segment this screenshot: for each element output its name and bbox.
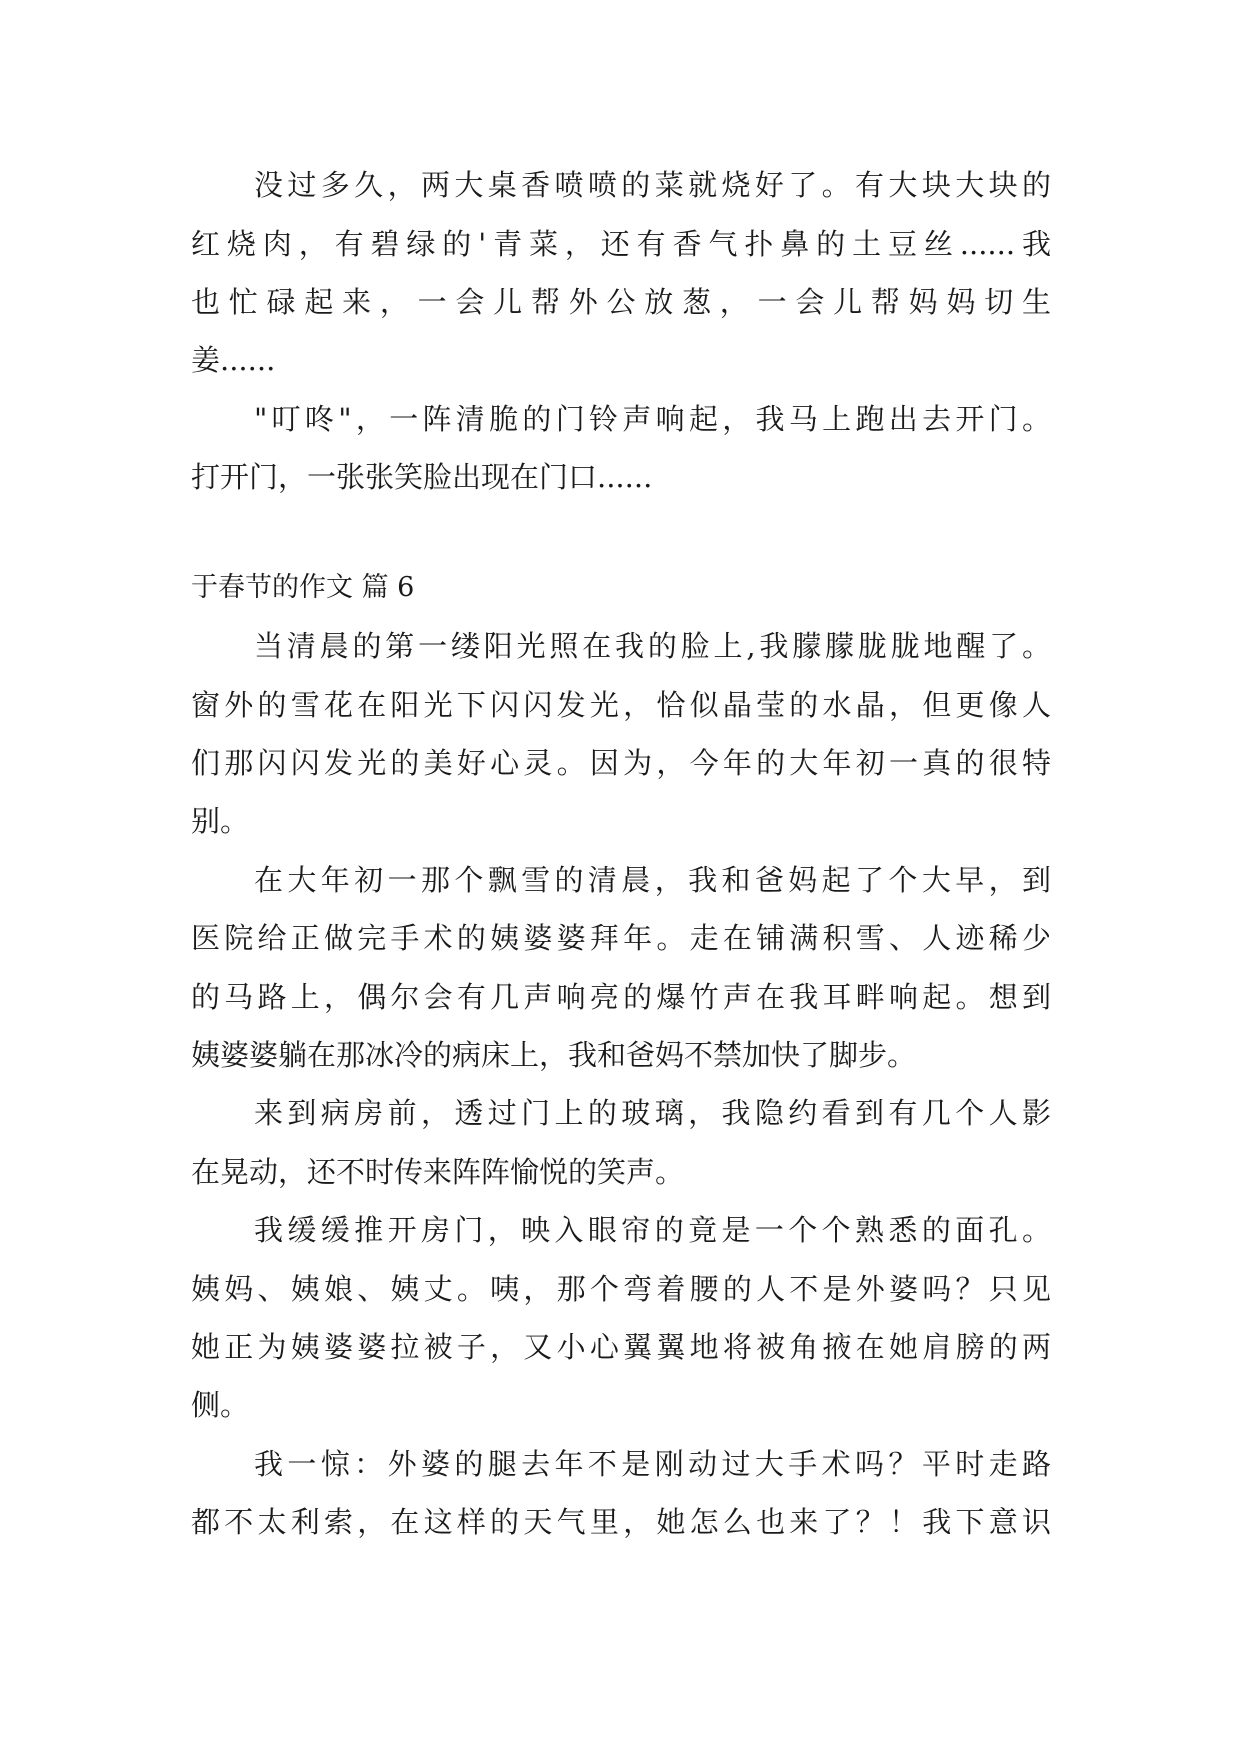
paragraph-line: 窗外的雪花在阳光下闪闪发光，恰似晶莹的水晶，但更像人	[191, 688, 1051, 722]
paragraph-line: 姜......	[191, 343, 276, 377]
paragraph-line: 姨妈、姨娘、姨丈。咦，那个弯着腰的人不是外婆吗？只见	[191, 1272, 1051, 1306]
paragraph-line: 侧。	[191, 1388, 250, 1422]
paragraph-line: 我一惊：外婆的腿去年不是刚动过大手术吗？平时走路	[254, 1447, 1051, 1481]
paragraph-line: 的马路上，偶尔会有几声响亮的爆竹声在我耳畔响起。想到	[191, 980, 1051, 1014]
paragraph-line: 医院给正做完手术的姨婆婆拜年。走在铺满积雪、人迹稀少	[191, 921, 1051, 955]
paragraph-line: 来到病房前，透过门上的玻璃，我隐约看到有几个人影	[254, 1096, 1051, 1130]
paragraph-line: 她正为姨婆婆拉被子，又小心翼翼地将被角掖在她肩膀的两	[191, 1330, 1051, 1364]
paragraph-line: 在大年初一那个飘雪的清晨，我和爸妈起了个大早，到	[254, 863, 1051, 897]
paragraph-line: 红烧肉，有碧绿的'青菜，还有香气扑鼻的土豆丝......我	[191, 227, 1051, 261]
paragraph-line: 别。	[191, 804, 250, 838]
paragraph-line: 姨婆婆躺在那冰冷的病床上，我和爸妈不禁加快了脚步。	[191, 1038, 917, 1072]
section-heading: 于春节的作文 篇 6	[191, 572, 415, 603]
paragraph-line: 打开门，一张张笑脸出现在门口......	[191, 460, 653, 494]
paragraph-line: 没过多久，两大桌香喷喷的菜就烧好了。有大块大块的	[254, 168, 1051, 202]
paragraph-line: "叮咚"，一阵清脆的门铃声响起，我马上跑出去开门。	[254, 402, 1051, 436]
paragraph-line: 都不太利索，在这样的天气里，她怎么也来了？！我下意识	[191, 1505, 1051, 1539]
paragraph-line: 也忙碌起来，一会儿帮外公放葱，一会儿帮妈妈切生	[191, 285, 1051, 319]
paragraph-line: 在晃动，还不时传来阵阵愉悦的笑声。	[191, 1155, 685, 1189]
paragraph-line: 当清晨的第一缕阳光照在我的脸上,我朦朦胧胧地醒了。	[254, 629, 1051, 663]
paragraph-line: 们那闪闪发光的美好心灵。因为，今年的大年初一真的很特	[191, 746, 1051, 780]
paragraph-line: 我缓缓推开房门，映入眼帘的竟是一个个熟悉的面孔。	[254, 1213, 1051, 1247]
